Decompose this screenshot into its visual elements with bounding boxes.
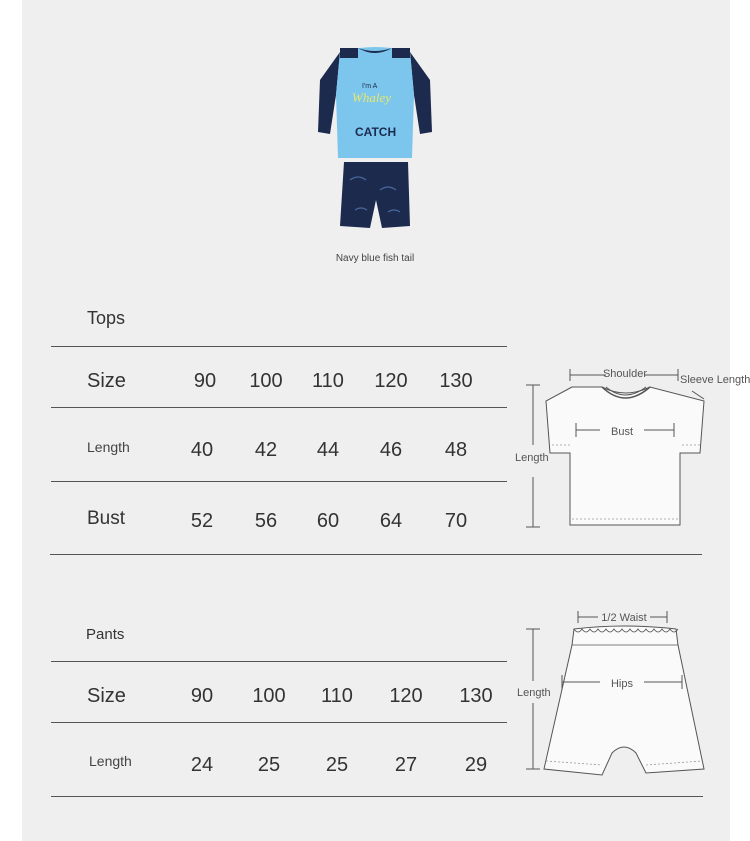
tops-size-100: 100 [249, 370, 283, 392]
shoulder-label: Shoulder [602, 368, 648, 380]
tops-bust-90: 52 [190, 510, 214, 532]
pants-length-120: 27 [394, 754, 418, 776]
sleeve-label: Sleeve Length [680, 374, 750, 386]
tops-length-110: 44 [316, 439, 340, 461]
tops-bust-100: 56 [254, 510, 278, 532]
tops-length-90: 40 [190, 439, 214, 461]
pants-rule-top [51, 661, 507, 662]
bust-label: Bust [610, 426, 634, 438]
tops-bust-130: 70 [444, 510, 468, 532]
pants-title: Pants [86, 626, 125, 643]
tops-rule-bottom [50, 554, 702, 555]
pants-rule-1 [51, 722, 507, 723]
pants-size-90: 90 [190, 685, 214, 707]
tops-length-100: 42 [254, 439, 278, 461]
shirt-print-line2: Whaley [352, 90, 391, 105]
pants-row-label-length: Length [89, 753, 132, 769]
length-label-tops: Length [515, 452, 549, 464]
tops-length-130: 48 [444, 439, 468, 461]
tops-rule-2 [51, 481, 507, 482]
hips-label: Hips [610, 678, 634, 690]
pants-rule-bottom [51, 796, 703, 797]
shirt-print-line1: I'm A [362, 83, 378, 90]
tops-size-90: 90 [193, 370, 217, 392]
swimsuit-illustration [310, 40, 440, 235]
waist-label: 1/2 Waist [601, 612, 647, 624]
pants-length-130: 29 [464, 754, 488, 776]
tops-rule-1 [51, 407, 507, 408]
pants-size-120: 120 [389, 685, 423, 707]
product-image [310, 40, 440, 235]
tops-size-120: 120 [374, 370, 408, 392]
tops-title: Tops [87, 308, 126, 328]
tops-row-label-size: Size [87, 370, 126, 392]
pants-measurement-diagram [512, 605, 712, 780]
tops-size-110: 110 [312, 370, 344, 392]
tops-bust-110: 60 [316, 510, 340, 532]
tops-size-130: 130 [439, 370, 473, 392]
tops-length-120: 46 [379, 439, 403, 461]
tops-bust-120: 64 [379, 510, 403, 532]
pants-size-110: 110 [321, 685, 353, 707]
pants-length-110: 25 [325, 754, 349, 776]
pants-length-100: 25 [257, 754, 281, 776]
product-caption: Navy blue fish tail [335, 253, 415, 264]
pants-row-label-size: Size [87, 685, 126, 707]
tops-rule-top [51, 346, 507, 347]
pants-size-100: 100 [252, 685, 286, 707]
tops-measurement-diagram [512, 365, 750, 535]
tops-row-label-length: Length [87, 439, 130, 455]
pants-size-130: 130 [459, 685, 493, 707]
pants-length-90: 24 [190, 754, 214, 776]
length-label-pants: Length [517, 687, 551, 699]
shirt-print-line3: CATCH [355, 125, 397, 139]
tops-row-label-bust: Bust [87, 508, 126, 529]
